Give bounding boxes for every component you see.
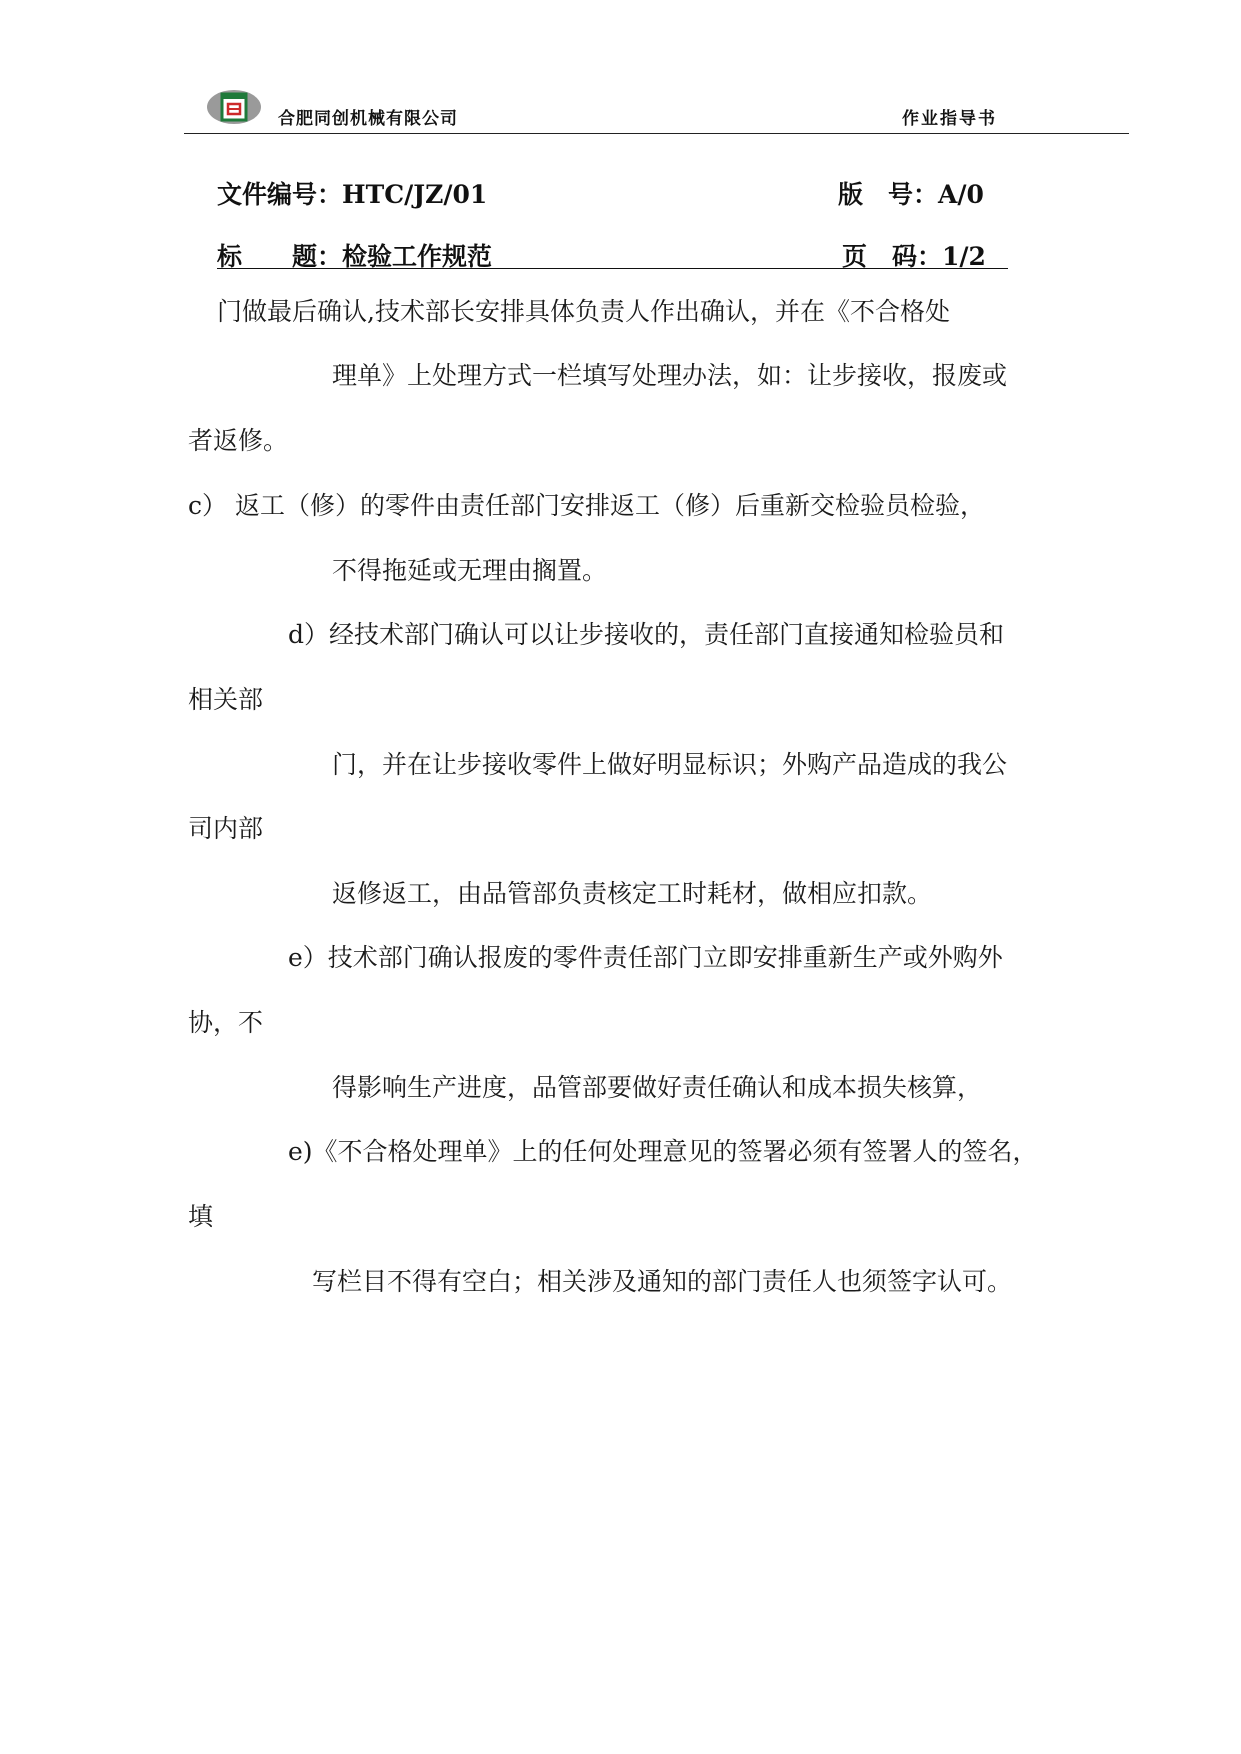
company-logo-icon [206,89,262,125]
body-line: 门做最后确认,技术部长安排具体负责人作出确认，并在《不合格处 [217,297,950,326]
body-line: e）技术部门确认报废的零件责任部门立即安排重新生产或外购外 [288,943,1003,972]
body-line: 者返修。 [188,426,289,455]
document-type: 作业指导书 [902,109,997,129]
body-line: 协，不 [188,1008,264,1037]
file-number-label: 文件编号： [217,180,343,209]
body-line: 写栏目不得有空白；相关涉及通知的部门责任人也须签字认可。 [312,1267,1013,1296]
body-line: d）经技术部门确认可以让步接收的，责任部门直接通知检验员和 [288,620,1005,649]
file-number-value: HTC/JZ/01 [342,180,488,209]
body-line: 门，并在让步接收零件上做好明显标识；外购产品造成的我公 [332,750,1008,779]
body-line: 返修返工，由品管部负责核定工时耗材，做相应扣款。 [332,879,933,908]
header-divider [184,133,1129,134]
body-line: 理单》上处理方式一栏填写处理办法，如：让步接收，报废或 [332,361,1008,390]
company-name: 合肥同创机械有限公司 [278,109,458,129]
version-label: 版 号： [838,180,939,209]
body-line: 不得拖延或无理由搁置。 [332,556,608,585]
body-line: 司内部 [188,814,264,843]
page-value: 1/2 [942,242,986,271]
file-number [217,175,487,211]
body-line: 得影响生产进度，品管部要做好责任确认和成本损失核算， [332,1073,983,1102]
title-underline [217,268,1008,269]
body-line: c） 返工（修）的零件由责任部门安排返工（修）后重新交检验员检验， [188,491,985,520]
title-value: 检验工作规范 [342,242,493,271]
version [838,175,984,211]
body-line: 填 [188,1202,214,1231]
body-line: e)《不合格处理单》上的任何处理意见的签署必须有签署人的签名， [288,1137,1038,1166]
page-header [184,80,1129,130]
title-label: 标 题： [217,242,343,271]
body-line: 相关部 [188,685,264,714]
version-value: A/0 [938,180,984,209]
page-label: 页 码： [842,242,943,271]
